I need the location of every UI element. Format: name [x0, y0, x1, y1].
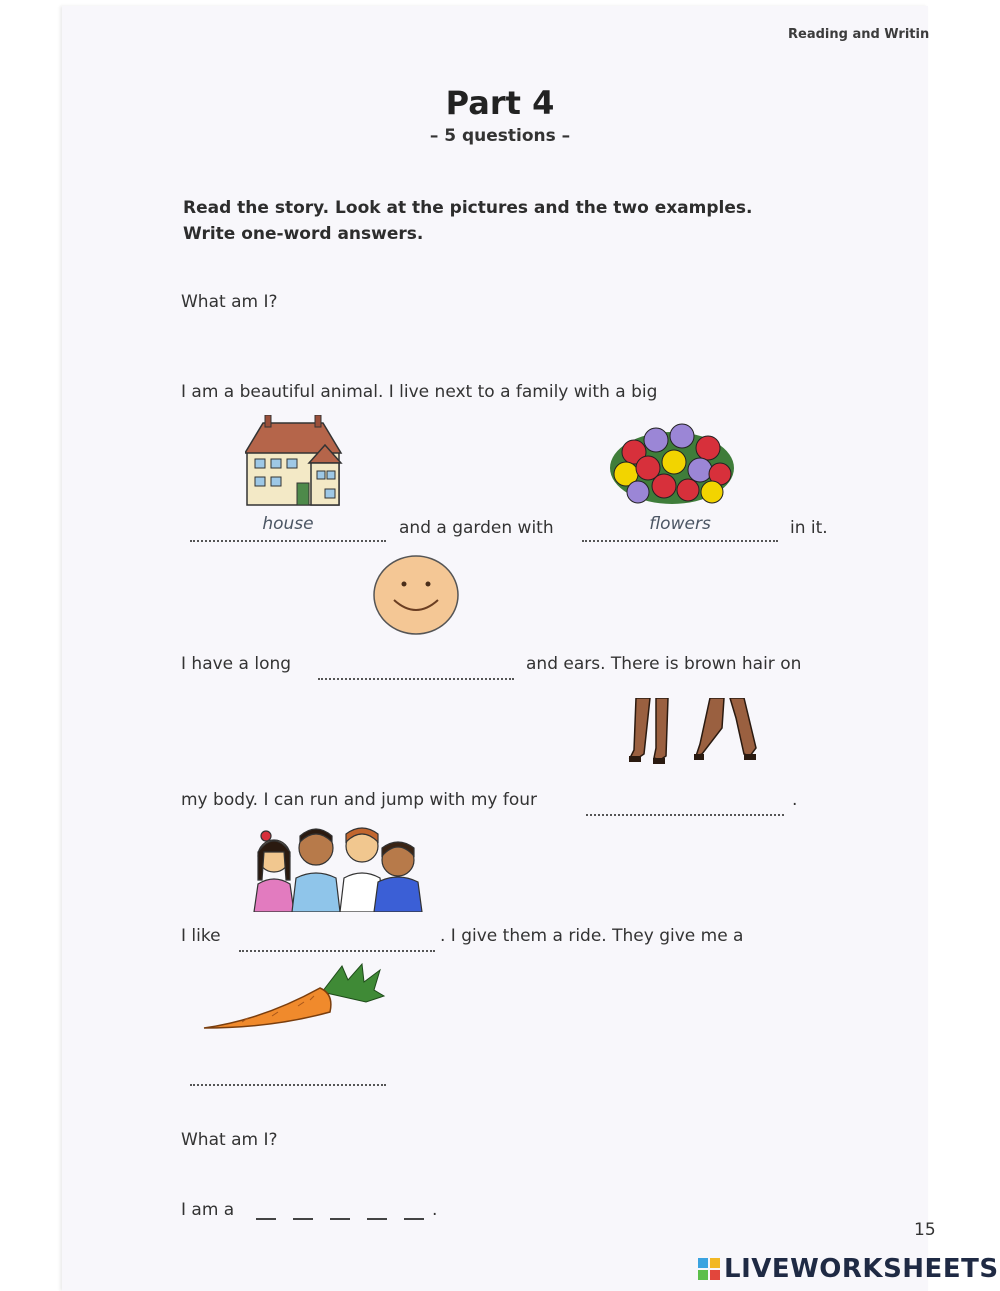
answer-field-2[interactable]: [586, 814, 784, 816]
instruction-line-2: Write one-word answers.: [183, 224, 424, 244]
flowers-picture: [608, 420, 736, 506]
example-answer-house: house: [262, 514, 314, 534]
answer-field-4[interactable]: [190, 1084, 386, 1086]
story-line-5-start: I like: [181, 926, 221, 946]
letter-blank-1[interactable]: [256, 1218, 276, 1220]
face-picture: [372, 554, 460, 636]
page-number: 15: [914, 1220, 936, 1240]
story-line-4: my body. I can run and jump with my four: [181, 790, 538, 810]
story-line-4-end: .: [792, 790, 798, 810]
story-line-3-start: I have a long: [181, 654, 292, 674]
story-heading: What am I?: [181, 292, 278, 312]
story-line-2-end: in it.: [790, 518, 828, 538]
story-line-5-end: . I give them a ride. They give me a: [440, 926, 744, 946]
story-line-2-middle: and a garden with: [399, 518, 554, 538]
brand-name: LIVEWORKSHEETS: [724, 1254, 999, 1284]
answer-line-example-1: [190, 540, 386, 542]
running-head: Reading and Writin: [788, 27, 930, 42]
liveworksheets-logo-icon: [698, 1258, 720, 1280]
letter-blank-3[interactable]: [330, 1218, 350, 1220]
page-title: Part 4: [445, 84, 555, 122]
example-answer-flowers: flowers: [649, 514, 711, 534]
letter-blank-4[interactable]: [367, 1218, 387, 1220]
letter-blank-5[interactable]: [404, 1218, 424, 1220]
letter-blank-2[interactable]: [293, 1218, 313, 1220]
story-line-3-end: and ears. There is brown hair on: [526, 654, 802, 674]
horse-legs-picture: [626, 698, 760, 766]
page-subtitle: – 5 questions –: [429, 126, 571, 146]
story-line-1: I am a beautiful animal. I live next to a family with a big: [181, 382, 658, 402]
answer-field-1[interactable]: [318, 678, 514, 680]
instruction-line-1: Read the story. Look at the pictures and the two examples.: [183, 198, 753, 218]
carrot-picture: [202, 962, 386, 1034]
final-line-start: I am a: [181, 1200, 235, 1220]
final-line-end: .: [432, 1200, 438, 1220]
answer-field-3[interactable]: [239, 950, 435, 952]
answer-line-example-2: [582, 540, 778, 542]
children-picture: [252, 822, 432, 912]
house-picture: [245, 415, 357, 507]
closing-question: What am I?: [181, 1130, 278, 1150]
